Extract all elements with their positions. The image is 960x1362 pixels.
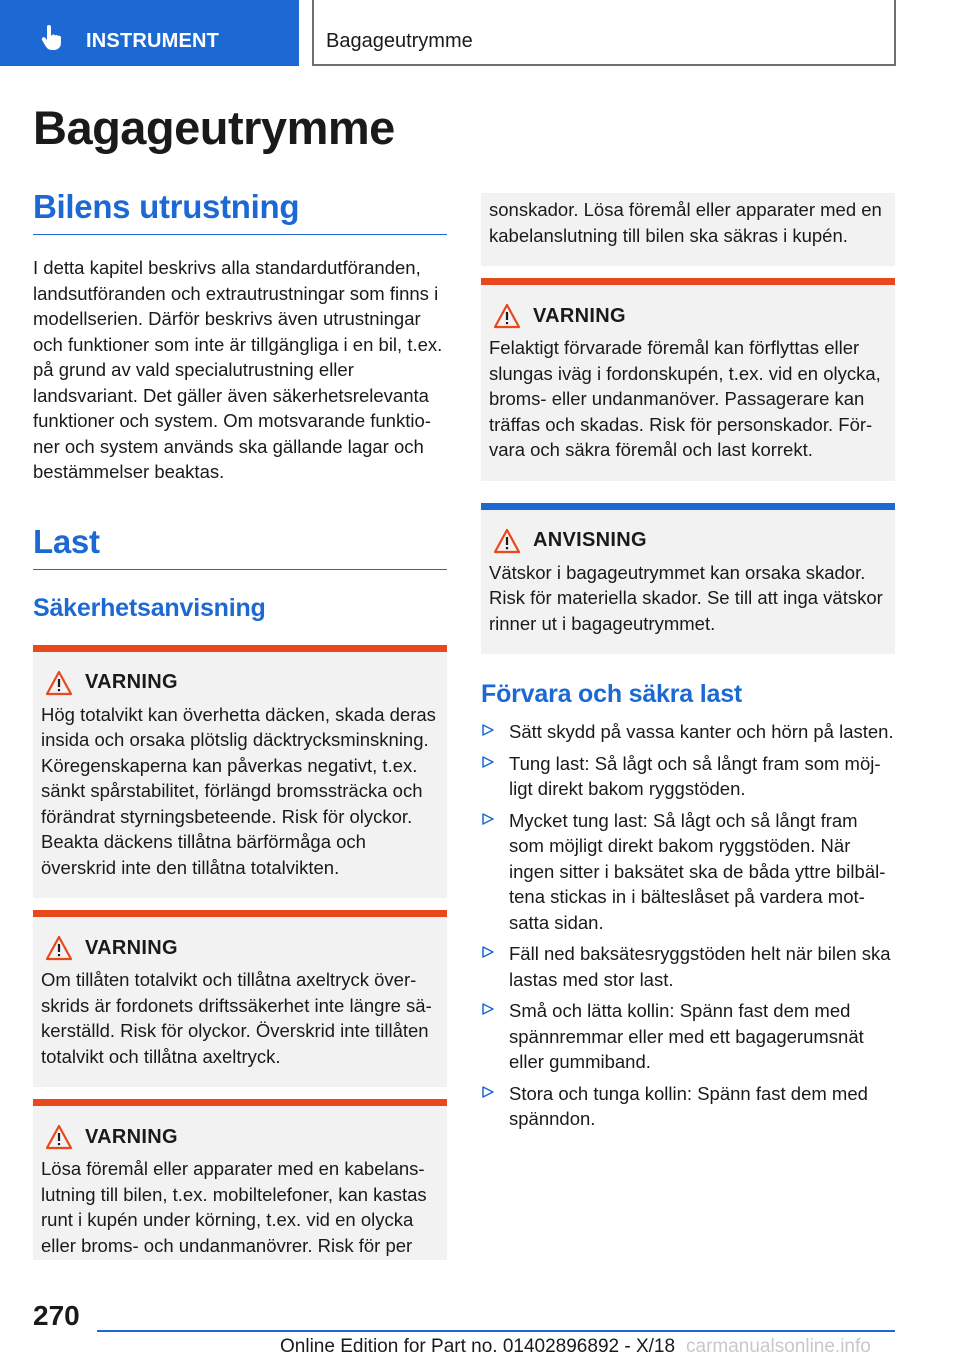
breadcrumb <box>312 0 896 66</box>
list-item-text: Tung last: Så lågt och så långt fram som möjligt direkt bakom ryggstöden. <box>509 752 881 799</box>
right-column <box>481 193 895 1138</box>
warning-text: Lösa föremål eller apparater med en kabelanslutning till bilen, t.ex. mobiltelefoner, kan kastas runt i kupén under körning, t.ex. vid en olycka eller broms- och undanmanövrer. Risk för per <box>41 1158 427 1256</box>
heading-store-secure: Förvara och säkra last <box>481 680 743 708</box>
triangle-bullet-icon <box>481 945 495 959</box>
list-item <box>481 751 895 802</box>
hand-pointer-icon <box>38 24 66 52</box>
notice-title: ANVISNING <box>533 529 647 551</box>
list-item <box>481 808 895 936</box>
list-item-text: Sätt skydd på vassa kanter och hörn på lasten. <box>509 721 894 742</box>
triangle-bullet-icon <box>481 1085 495 1099</box>
notice-triangle-icon <box>493 528 521 554</box>
page-title: Bagageutrymme <box>33 101 395 154</box>
notice-box <box>481 503 895 655</box>
warning-title: VARNING <box>85 671 178 693</box>
warning-triangle-icon <box>45 1124 73 1150</box>
section-label: INSTRUMENT <box>86 30 220 52</box>
heading-load: Last <box>33 523 447 570</box>
warning-text: Om tillåten totalvikt och tillåtna axeltryck överskrids är fordonets driftssäkerhet inte längre säkerställd. Risk för olyckor. Överskrid inte tillåten totalvikt och tillåtna axeltryck. <box>41 969 432 1067</box>
left-column <box>33 188 447 1260</box>
page-header <box>0 0 960 66</box>
warning-title: VARNING <box>533 304 626 327</box>
warning-title: VARNING <box>85 936 178 959</box>
triangle-bullet-icon <box>481 812 495 826</box>
list-item <box>481 1081 895 1132</box>
list-item-text: Fäll ned baksätesryggstöden helt när bilen ska lastas med stor last. <box>509 943 891 990</box>
equipment-paragraph: I detta kapitel beskrivs alla standardutföranden, landsutföranden och extrautrustningar som finns i modellserien. Därför beskrivs även utrustningar och funktioner som inte är tillgängliga i en bil, t.ex. på grund av vald specialutrustning eller landsvariant. Det gäller även säkerhetsrelevanta funktioner och system. Om motsvarande funktioner och system används ska gällande lagar och bestämmelser beaktas. <box>33 257 443 482</box>
list-item <box>481 719 895 745</box>
warning-triangle-icon <box>45 670 73 696</box>
triangle-bullet-icon <box>481 723 495 737</box>
bullet-list <box>481 719 895 1132</box>
list-item-text: Små och lätta kollin: Spänn fast dem med spännremmar eller med ett bagagerumsnät eller gummiband. <box>509 1000 864 1072</box>
footer-divider <box>97 1330 895 1332</box>
list-item-text: Stora och tunga kollin: Spänn fast dem med spänndon. <box>509 1082 868 1129</box>
notice-text: Vätskor i bagageutrymmet kan orsaka skador. Risk för materiella skador. Se till att inga vätskor rinner ut i bagageutrymmet. <box>489 561 883 634</box>
page-number: 270 <box>33 1300 80 1331</box>
triangle-bullet-icon <box>481 755 495 769</box>
warning-box-4 <box>481 278 895 481</box>
warning-text: sonskador. Lösa föremål eller apparater med en kabelanslutning till bilen ska säkras i kupén. <box>489 199 882 246</box>
footer-watermark: carmanualsonline.info <box>686 1336 871 1357</box>
warning-text: Hög totalvikt kan överhetta däcken, skada deras insida och orsaka plötslig däcktrycksminskning. Köregenskaperna kan påverkas negativt, t.ex. sänkt spårstabilitet, förlängd bromssträcka och förändrat styrningsbeteende. Risk för olyckor. Beakta däckens tillåtna bärförmåga och överskrid inte den tillåtna totalvikten. <box>41 703 436 878</box>
warning-box-2 <box>33 910 447 1087</box>
heading-equipment: Bilens utrustning <box>33 188 447 235</box>
warning-box-3 <box>33 1099 447 1260</box>
warning-text: Felaktigt förvarade föremål kan förflyttas eller slungas iväg i fordonskupén, t.ex. vid en olycka, broms- eller undanmanöver. Passagerare kan träffas och skadas. Risk för personskador. Förvara och säkra föremål och last korrekt. <box>489 337 881 460</box>
warning-triangle-icon <box>45 935 73 961</box>
heading-safety: Säkerhetsanvisning <box>33 593 266 622</box>
warning-triangle-icon <box>493 303 521 329</box>
list-item <box>481 941 895 992</box>
footer-edition: Online Edition for Part no. 01402896892 - X/18 <box>280 1336 676 1357</box>
warning-box-3-continued <box>481 193 895 266</box>
list-item-text: Mycket tung last: Så lågt och så långt fram som möjligt direkt bakom ryggstöden. När ingen sitter i baksätet ska de båda yttre bilbältena stickas in i bälteslåset på vardera motsatta sidan. <box>509 809 886 933</box>
list-item <box>481 998 895 1075</box>
triangle-bullet-icon <box>481 1002 495 1016</box>
warning-title: VARNING <box>85 1125 178 1148</box>
breadcrumb-title: Bagageutrymme <box>326 30 473 52</box>
section-tab[interactable] <box>0 0 299 66</box>
warning-box-1 <box>33 645 447 899</box>
